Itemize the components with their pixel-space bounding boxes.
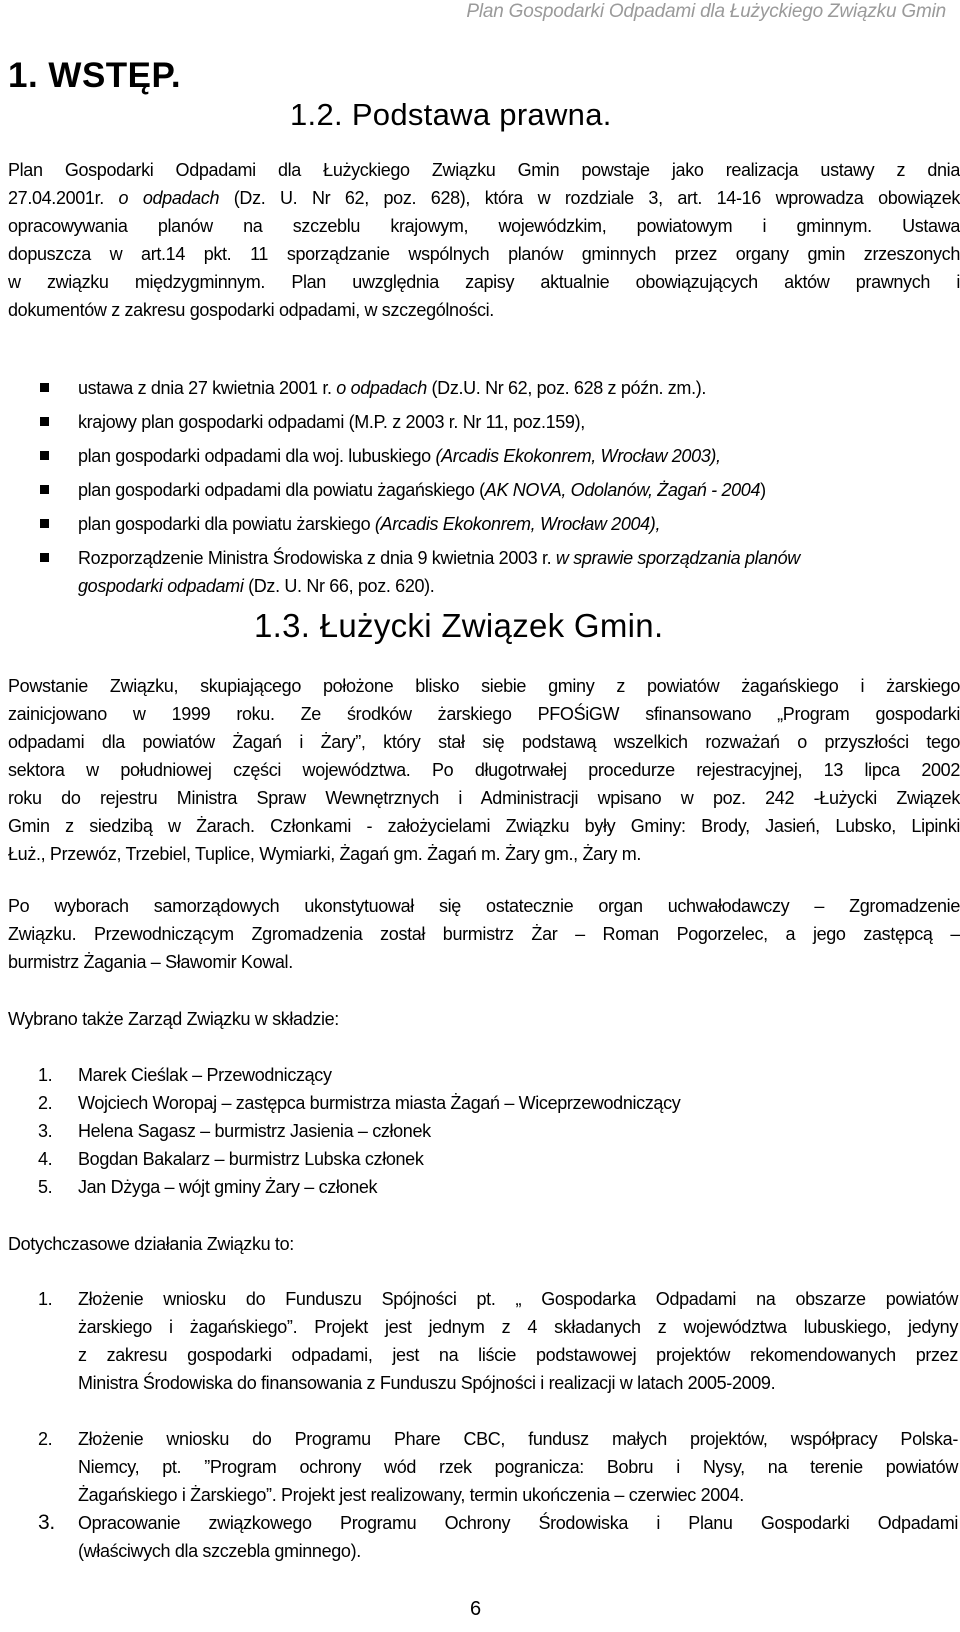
list-item: ustawa z dnia 27 kwietnia 2001 r. o odpadach (Dz.U. Nr 62, poz. 628 z późn. zm.). <box>40 374 955 402</box>
intro-line: w związku międzygminnym. Plan uwzględnia zapisy aktualnie obowiązujących aktów prawnych i <box>8 272 960 292</box>
list-item: plan gospodarki odpadami dla powiatu żagańskiego (AK NOVA, Odolanów, Żagań - 2004) <box>40 476 955 504</box>
paragraph-line: odpadami dla powiatów Żagań i Żary”, który stał się podstawą wszelkich rozważań o przyszłości tego <box>8 732 960 752</box>
list-item: 3. Helena Sagasz – burmistrz Jasienia – członek <box>38 1121 431 1141</box>
paragraph-line: zainicjowano w 1999 roku. Ze środków żarskiego PFOŚiGW sfinansowano „Program gospodarki <box>8 704 960 724</box>
running-header: Plan Gospodarki Odpadami dla Łużyckiego Związku Gmin <box>466 1 946 22</box>
board-members-list <box>38 1061 958 1201</box>
paragraph-line: Związku. Przewodniczącym Zgromadzenia został burmistrz Żar – Roman Pogorzelec, a jego zastępcą – <box>8 924 960 944</box>
board-intro: Wybrano także Zarząd Związku w składzie: <box>8 1009 339 1029</box>
bullet-square-icon <box>40 519 49 528</box>
paragraph-line: sektora w południowej części województwa. Po długotrwałej procedurze rejestracyjnej, 13 lipca 2002 <box>8 760 960 780</box>
chapter-title: 1. WSTĘP. <box>8 56 182 95</box>
section-title-union: 1.3. Łużycki Związek Gmin. <box>254 607 664 644</box>
list-item: 4. Bogdan Bakalarz – burmistrz Lubska członek <box>38 1149 424 1169</box>
page-number: 6 <box>470 1598 482 1620</box>
paragraph-line: Po wyborach samorządowych ukonstytuował się ostatecznie organ uchwałodawczy – Zgromadzenie <box>8 896 960 916</box>
paragraph-line: Powstanie Związku, skupiającego położone blisko siebie gminy z powiatów żagańskiego i żarskiego <box>8 676 960 696</box>
list-item: plan gospodarki odpadami dla woj. lubuskiego (Arcadis Ekokonrem, Wrocław 2003), <box>40 442 955 470</box>
paragraph-line: Gmin z siedzibą w Żarach. Członkami - założycielami Związku były Gminy: Brody, Jasień, Lubsko, Lipinki <box>8 816 960 836</box>
legal-documents-list <box>40 374 955 600</box>
assembly-paragraph <box>8 892 960 976</box>
bullet-square-icon <box>40 451 49 460</box>
bullet-square-icon <box>40 553 49 562</box>
intro-line: opracowywania planów na szczeblu krajowym, wojewódzkim, powiatowym i gminnym. Ustawa <box>8 216 960 236</box>
list-item: 5. Jan Dżyga – wójt gminy Żary – członek <box>38 1177 378 1197</box>
paragraph-line: Łuż., Przewóz, Trzebiel, Tuplice, Wymiarki, Żagań gm. Żagań m. Żary gm., Żary m. <box>8 844 642 864</box>
activities-intro: Dotychczasowe działania Związku to: <box>8 1234 294 1254</box>
intro-line: dokumentów z zakresu gospodarki odpadami, w szczególności. <box>8 300 494 320</box>
intro-paragraph <box>8 156 960 324</box>
bullet-square-icon <box>40 417 49 426</box>
list-item: 3. Opracowanie związkowego Programu Ochrony Środowiska i Planu Gospodarki Odpadami (właściwych dla szczebla gminnego). <box>38 1511 958 1561</box>
bullet-square-icon <box>40 383 49 392</box>
activities-list <box>38 1285 958 1565</box>
list-item: 2. Wojciech Woropaj – zastępca burmistrza miasta Żagań – Wiceprzewodniczący <box>38 1093 681 1113</box>
intro-line: 27.04.2001r. o odpadach (Dz. U. Nr 62, poz. 628), która w rozdziale 3, art. 14-16 wprowadza obowiązek <box>8 188 960 208</box>
paragraph-line: burmistrz Żagania – Sławomir Kowal. <box>8 952 293 972</box>
paragraph-line: roku do rejestru Ministra Spraw Wewnętrznych i Administracji wpisano w poz. 242 -Łużycki Związek <box>8 788 960 808</box>
bullet-square-icon <box>40 485 49 494</box>
list-item: 1. Złożenie wniosku do Funduszu Spójności pt. „ Gospodarka Odpadami na obszarze powiatów żarskiego i żagańskiego”. Projekt jest jednym z 4 składanych z województwa lubuskiego, jedyny z zakresu gospodarki odpadami, jest na liście podstawowej projektów rekomendowanych przez Ministra Środowiska do finansowania z Funduszu Spójności i realizacji w latach 2005-2009. <box>38 1289 958 1393</box>
list-item: Rozporządzenie Ministra Środowiska z dnia 9 kwietnia 2003 r. w sprawie sporządzania planów gospodarki odpadami (Dz. U. Nr 66, poz. 620). <box>40 544 955 600</box>
intro-line: dopuszcza w art.14 pkt. 11 sporządzanie wspólnych planów gminnych przez organy gmin zrzeszonych <box>8 244 960 264</box>
section-title-legal-basis: 1.2. Podstawa prawna. <box>290 97 612 132</box>
intro-line: Plan Gospodarki Odpadami dla Łużyckiego Związku Gmin powstaje jako realizacja ustawy z dnia <box>8 160 960 180</box>
union-history-paragraph <box>8 672 960 868</box>
list-item: krajowy plan gospodarki odpadami (M.P. z 2003 r. Nr 11, poz.159), <box>40 408 955 436</box>
list-item: 2. Złożenie wniosku do Programu Phare CBC, fundusz małych projektów, współpracy Polska- Niemcy, pt. ”Program ochrony wód rzek pogranicza: Bobru i Nysy, na terenie powiatów Żagańskiego i Żarskiego”. Projekt jest realizowany, termin ukończenia – czerwiec 2004. <box>38 1429 958 1505</box>
list-item: 1. Marek Cieślak – Przewodniczący <box>38 1065 332 1085</box>
list-item: plan gospodarki dla powiatu żarskiego (Arcadis Ekokonrem, Wrocław 2004), <box>40 510 955 538</box>
